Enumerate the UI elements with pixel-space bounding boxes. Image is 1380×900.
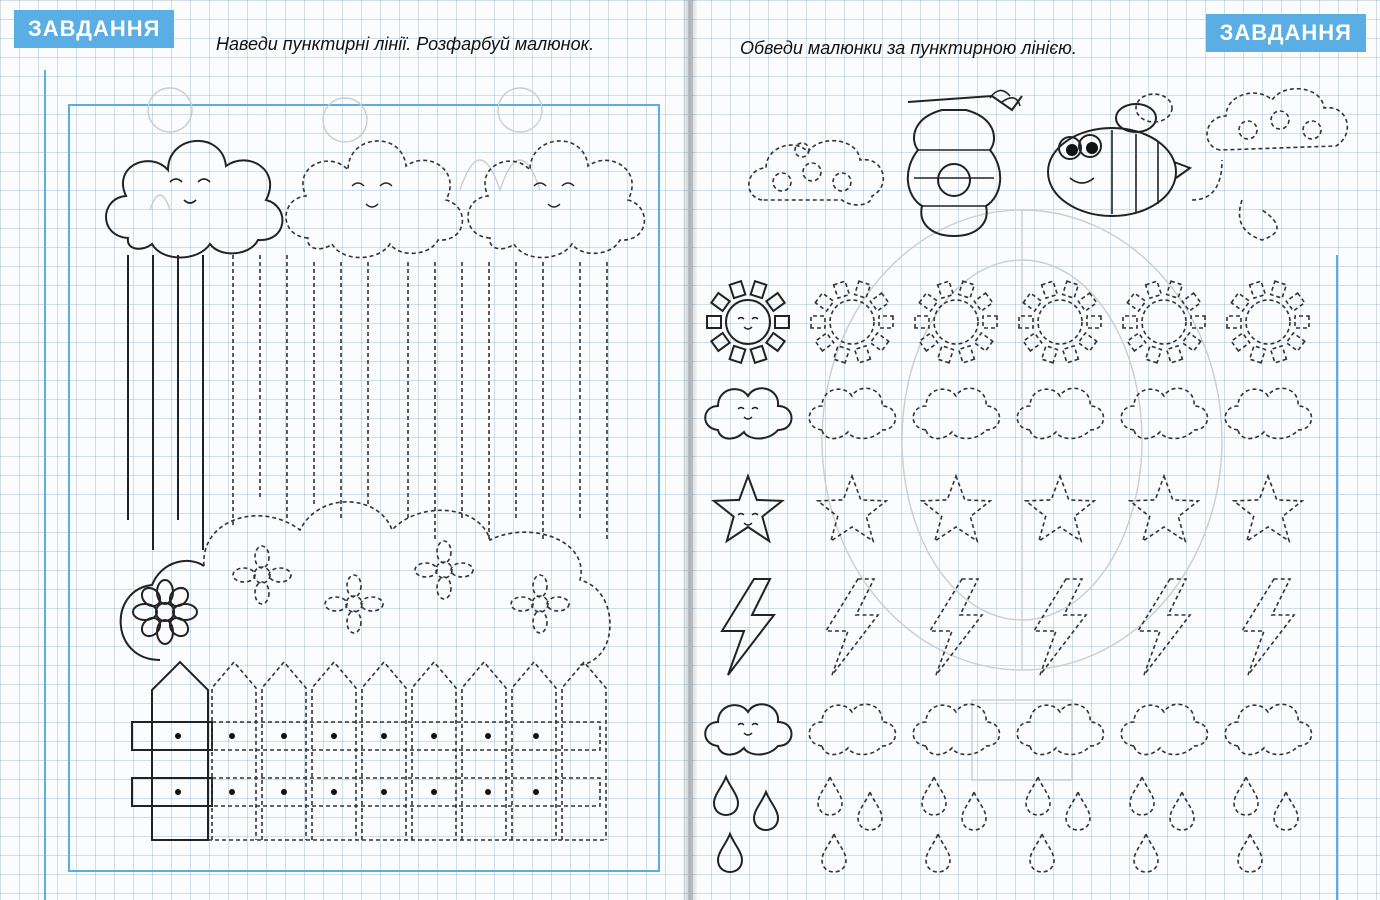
raindrop-sample-icon (714, 777, 738, 815)
dashed-raindrop-icon (926, 834, 950, 872)
instruction-right: Обведи малюнки за пунктирною лінією. (740, 38, 1077, 58)
dashed-lightning-icon (930, 579, 982, 675)
dashed-raindrop-icon (858, 792, 882, 830)
dashed-rain-cloud-icon (809, 704, 895, 754)
beehive-icon (908, 90, 1022, 236)
raindrop-sample-icon (754, 792, 778, 830)
cloud-sample-icon (106, 141, 282, 258)
dashed-raindrop-icon (1134, 834, 1158, 872)
dashed-raindrop-icon (1066, 792, 1090, 830)
dashed-raindrop-icon (1130, 777, 1154, 815)
dashed-star-icon (1234, 476, 1302, 541)
sun-sample-icon (707, 281, 789, 363)
rain-lines-dashed (233, 255, 607, 540)
dashed-lightning-icon (1138, 579, 1190, 675)
ghost-balloon-icon (822, 210, 1222, 780)
dashed-raindrop-icon (1274, 792, 1298, 830)
spiral-cloud-icon (1207, 89, 1347, 150)
left-exercise-artwork (0, 0, 688, 900)
sun-row (707, 281, 1309, 363)
cloud-sample-icon (705, 388, 791, 438)
dashed-rain-cloud-icon (1225, 704, 1311, 754)
dashed-sun-icon (1019, 281, 1101, 363)
dashed-cloud-icon (1225, 388, 1311, 438)
right-page (692, 0, 1380, 900)
task-badge-left: ЗАВДАННЯ (14, 10, 174, 48)
dashed-star-icon (1130, 476, 1198, 541)
dashed-flower-icon (233, 546, 291, 604)
spiral-cloud-icon (749, 141, 883, 205)
fence-icon (132, 662, 606, 840)
dashed-raindrop-icon (922, 777, 946, 815)
dashed-raindrop-icon (962, 792, 986, 830)
dashed-sun-icon (915, 281, 997, 363)
task-badge-right: ЗАВДАННЯ (1206, 14, 1366, 52)
dashed-flower-icon (415, 541, 473, 599)
dashed-lightning-icon (826, 579, 878, 675)
dashed-lightning-icon (1242, 579, 1294, 675)
ghost-background-icon (148, 88, 542, 210)
left-page (0, 0, 688, 900)
dashed-cloud-icon (468, 141, 644, 258)
dashed-raindrop-icon (1026, 777, 1050, 815)
dashed-cloud-icon (1017, 388, 1103, 438)
rain-cloud-row (705, 704, 1311, 872)
dashed-sun-icon (811, 281, 893, 363)
dashed-raindrop-icon (1170, 792, 1194, 830)
star-sample-icon (714, 476, 782, 541)
dashed-rain-cloud-icon (1017, 704, 1103, 754)
rain-cloud-sample-icon (705, 704, 791, 754)
bush-icon (121, 502, 610, 665)
dashed-sun-icon (1227, 281, 1309, 363)
dashed-star-icon (922, 476, 990, 541)
raindrop-sample-icon (718, 834, 742, 872)
dashed-flower-icon (511, 575, 569, 633)
star-row (714, 476, 1302, 541)
dashed-cloud-icon (1121, 388, 1207, 438)
dashed-cloud-icon (809, 388, 895, 438)
dashed-rain-cloud-icon (913, 704, 999, 754)
dashed-rain-cloud-icon (1121, 704, 1207, 754)
dashed-raindrop-icon (1030, 834, 1054, 872)
dashed-star-icon (818, 476, 886, 541)
dashed-cloud-icon (286, 141, 462, 258)
dashed-raindrop-icon (818, 777, 842, 815)
lightning-row (722, 579, 1294, 675)
flower-sample-icon (133, 580, 197, 644)
dashed-raindrop-icon (1234, 777, 1258, 815)
dashed-flower-icon (325, 575, 383, 633)
dashed-raindrop-icon (822, 834, 846, 872)
rain-lines-solid (128, 255, 203, 550)
lightning-sample-icon (722, 579, 774, 675)
dashed-star-icon (1026, 476, 1094, 541)
bee-icon (1048, 94, 1277, 240)
book-gutter (682, 0, 698, 900)
instruction-left: Наведи пунктирні лінії. Розфарбуй малюнок. (216, 34, 595, 54)
dashed-cloud-icon (913, 388, 999, 438)
dashed-raindrop-icon (1238, 834, 1262, 872)
dashed-sun-icon (1123, 281, 1205, 363)
right-exercise-artwork (692, 0, 1380, 900)
